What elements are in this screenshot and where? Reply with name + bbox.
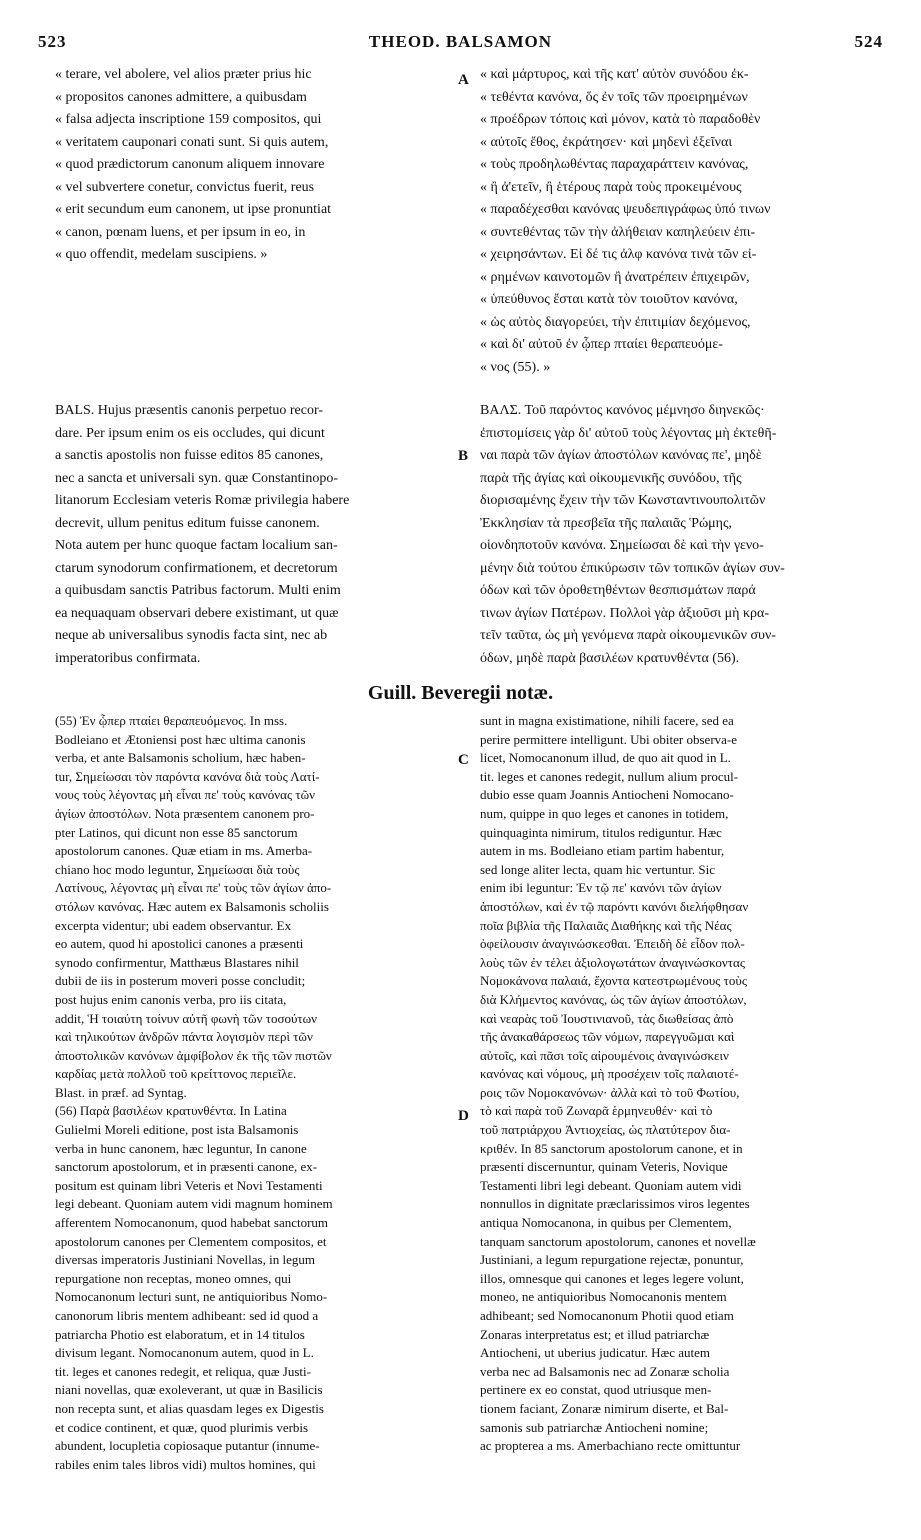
- canon-greek-line: « καὶ δι' αὐτοῦ ἐν ᾧπερ πταίει θεραπευόμε-: [480, 337, 723, 352]
- note-line: διὰ Κλήμεντος κανόνας, ὡς τῶν ἁγίων ἀποστόλων,: [480, 991, 747, 1007]
- note-line: apostolorum canones per Clementem compositos, et: [55, 1233, 327, 1249]
- canon-text-line: « quo offendit, medelam suscipiens. »: [55, 247, 268, 262]
- canon-text-line: « quod prædictorum canonum aliquem innovare: [55, 157, 325, 172]
- note-line: apostolorum canones. Quæ etiam in ms. Amerba-: [55, 843, 313, 859]
- note-line: Λατίνους, λέγοντας μὴ εἶναι πε' τοὺς τῶν ἁγίων ἀπο-: [55, 880, 332, 896]
- top-left-column: [55, 64, 453, 267]
- note-line: et codice continent, et quæ, quod plurimis verbis: [55, 1419, 309, 1435]
- bals-greek-line: παρὰ τῆς ἁγίας καὶ οἰκουμενικῆς συνόδου, τῆς: [480, 470, 742, 486]
- note-line: diversas imperatoris Justiniani Novellas, in legum: [55, 1252, 315, 1268]
- note-line: ροις τῶν Νομοκανόνων· ἀλλὰ καὶ τὸ τοῦ Φωτίου,: [480, 1084, 740, 1100]
- margin-letter-c: C: [458, 752, 469, 768]
- note-line: verba, et ante Balsamonis scholium, hæc haben-: [55, 750, 306, 766]
- note-line: licet, Nomocanonum illud, de quo ait quod in L.: [480, 750, 731, 766]
- note-line: excerpta videntur; ubi eadem observantur. Ex: [55, 917, 292, 933]
- bals-latin-line: ctarum synodorum confirmationem, et decretorum: [55, 560, 338, 576]
- note-line: perire permittere intelligunt. Ubi obiter observa-e: [480, 731, 738, 747]
- note-line: Blast. in præf. ad Syntag.: [55, 1084, 187, 1100]
- canon-greek-line: « παραδέχεσθαι κανόνας ψευδεπιγράφως ὑπό τινων: [480, 202, 771, 217]
- bals-latin-column: [55, 400, 453, 670]
- bals-latin-line: Nota autem per hunc quoque factam localium san-: [55, 538, 338, 553]
- note-line: Bodleiano et Ætoniensi post hæc ultima canonis: [55, 731, 306, 747]
- bals-greek-line: τεῖν ταῦτα, ὡς μὴ γενόμενα παρὰ οἰκουμενικῶν συν-: [480, 628, 776, 643]
- note-line: illos, omnesque qui canones et leges legere volunt,: [480, 1270, 744, 1286]
- note-line: κριθέν. In 85 sanctorum apostolorum canone, et in: [480, 1140, 743, 1156]
- note-line: Antiocheni, ut uberius judicatur. Hæc autem: [480, 1345, 710, 1361]
- canon-greek-line: « νος (55). »: [480, 359, 551, 375]
- bals-latin-line: imperatoribus confirmata.: [55, 650, 201, 666]
- canon-text-line: « veritatem cauponari conati sunt. Si quis autem,: [55, 134, 329, 150]
- note-line: sunt in magna existimatione, nihili facere, sed ea: [480, 713, 734, 728]
- note-line: nonnullos in dignitate præclarissimos viros legentes: [480, 1196, 750, 1212]
- note-line: niani novellas, quæ exoleverant, ut quæ in Basilicis: [55, 1382, 323, 1398]
- note-line: Justiniani, a legum repurgatione rejectæ, ponuntur,: [480, 1252, 744, 1268]
- canon-greek-line: « ἢ ἀ'ετεῖν, ἢ ἑτέρους παρὰ τοὺς προκειμένους: [480, 179, 742, 195]
- note-line: chiano hoc modo leguntur, Σημείωσαι διὰ τοὺς: [55, 861, 300, 877]
- bals-latin-line: decrevit, ullum penitus editum fuisse canonem.: [55, 515, 320, 531]
- canon-text-line: « propositos canones admittere, a quibusdam: [55, 89, 307, 105]
- bals-greek-line: ναι παρὰ τῶν ἁγίων ἀποστόλων κανόνας πε', μηδὲ: [480, 448, 762, 463]
- bals-greek-line: όδων, μηδὲ παρὰ βασιλέων κρατυνθέντα (56).: [480, 650, 740, 666]
- left-page-number: 523: [38, 32, 67, 51]
- canon-greek-line: « ὑπεύθυνος ἔσται κατὰ τὸν τοιοῦτον κανόνα,: [480, 292, 738, 307]
- note-line: κανόνας καὶ νόμους, μὴ προσέχειν τοῖς παλαιοτέ-: [480, 1066, 739, 1082]
- note-line: samonis sub patriarchæ Antiocheni nomine;: [480, 1419, 709, 1435]
- bals-latin-line: a sanctis apostolis non fuisse editos 85 canones,: [55, 448, 324, 463]
- note-line: ἁγίων ἀποστόλων. Nota præsentem canonem pro-: [55, 805, 315, 821]
- bals-latin-line: neque ab universalibus synodis facta sint, nec ab: [55, 628, 328, 643]
- note-line: addit, Ἡ τοιαύτη τοίνυν αὐτῆ φωνὴ τῶν τοσούτων: [55, 1010, 318, 1026]
- notes-left-column: [55, 712, 453, 1474]
- note-line: στόλων κανόνας. Hæc autem ex Balsamonis scholiis: [55, 898, 329, 914]
- note-line: dubio esse quam Joannis Antiocheni Nomocano-: [480, 787, 734, 803]
- note-line: divisum legant. Nomocanonum autem, quod in L.: [55, 1345, 314, 1361]
- note-line: ac propterea a ms. Amerbachiano recte omittuntur: [480, 1438, 741, 1454]
- note-line: repurgatione non receptas, moneo omnes, qui: [55, 1270, 292, 1286]
- note-line: eo autem, quod hi apostolici canones a præsenti: [55, 936, 304, 952]
- bals-latin-line: nec a sancta et universali syn. quæ Constantinopo-: [55, 470, 339, 486]
- notes-right-column: [480, 712, 885, 1456]
- note-line: moneo, ne antiquioribus Nomocanonis mentem: [480, 1289, 727, 1305]
- note-line: καὶ τηλικούτων ἀνδρῶν πάντα λογισμὸν περὶ τῶν: [55, 1029, 313, 1045]
- margin-letter-a: A: [458, 72, 469, 88]
- note-line: enim ibi leguntur: Ἐν τῷ πε' κανόνι τῶν ἁγίων: [480, 880, 722, 896]
- note-line: rabiles enim tales libros vidi) multos homines, qui: [55, 1456, 316, 1472]
- bals-greek-line: οἱονδηποτοῦν κανόνα. Σημείωσαι δὲ καὶ τὴν γενο-: [480, 538, 764, 553]
- margin-letter-b: B: [458, 448, 469, 464]
- note-line: tanquam sanctorum apostolorum, canones et novellæ: [480, 1233, 756, 1249]
- note-line: ποῖα βιβλία τῆς Παλαιᾶς Διαθήκης καὶ τῆς Νέας: [480, 917, 732, 933]
- note-line: Nomocanonum lecturi sunt, ne antiquioribus Nomo-: [55, 1289, 328, 1305]
- note-line: καρδίας μετὰ πολλοῦ τοῦ κρείττονος περιεῖλε.: [55, 1066, 297, 1082]
- note-line: canonorum libris mentem adhibeant: sed id quod a: [55, 1308, 319, 1323]
- note-line: tur, Σημείωσαι τὸν παρόντα κανόνα διὰ τοὺς Λατί-: [55, 768, 320, 784]
- note-line: post hujus enim canonis verba, pro iis citata,: [55, 991, 287, 1007]
- note-line: Testamenti libri legi debeant. Quoniam autem vidi: [480, 1177, 742, 1193]
- canon-greek-line: « τοὺς προδηλωθέντας παραχαράττειν κανόνας,: [480, 157, 749, 172]
- canon-greek-line: « ὡς αὐτὸς διαγορεύει, τὴν ἐπιτιμίαν δεχόμενος,: [480, 314, 751, 330]
- bals-greek-line: Ἐκκλησίαν τὰ πρεσβεῖα τῆς παλαιᾶς Ῥώμης,: [480, 515, 733, 531]
- bals-latin-line: BALS. Hujus præsentis canonis perpetuo recor-: [55, 403, 324, 418]
- note-line: sanctorum apostolorum, et in præsenti canone, ex-: [55, 1159, 318, 1175]
- canon-text-line: « erit secundum eum canonem, ut ipse pronuntiat: [55, 202, 332, 217]
- bals-latin-line: ea nequaquam observari debere existimant, ut quæ: [55, 605, 339, 621]
- bals-greek-line: ἐπιστομίσεις γὰρ δι' αὐτοῦ τοὺς λέγοντας μὴ ἐκτεθῆ-: [480, 425, 777, 441]
- canon-greek-line: « τεθέντα κανόνα, ὅς ἐν τοῖς τῶν προειρημένων: [480, 89, 748, 105]
- bals-latin-line: dare. Per ipsum enim os eis occludes, qui dicunt: [55, 425, 325, 441]
- canon-greek-line: « συντεθέντας τῶν τὴν ἀλήθειαν καπηλεύειν ἐπι-: [480, 224, 756, 240]
- note-line: Gulielmi Moreli editione, post ista Balsamonis: [55, 1122, 299, 1138]
- note-line: non recepta sunt, et alias quasdam leges ex Digestis: [55, 1400, 324, 1416]
- note-line: synodo confirmentur, Matthæus Blastares nihil: [55, 954, 299, 970]
- note-line: ὀφείλουσιν ἀναγινώσκεσθαι. Ἐπειδὴ δὲ εἶδον πολ-: [480, 936, 745, 952]
- canon-text-line: « canon, pœnam luens, et per ipsum in eo, in: [55, 224, 306, 240]
- bals-greek-line: διορισαμένης ἔχειν τὴν τῶν Κωνσταντινουπολιτῶν: [480, 493, 766, 508]
- note-line: legi debeant. Quoniam autem vidi magnum hominem: [55, 1196, 333, 1212]
- note-line: αὐτοῖς, καὶ πᾶσι τοῖς αἱρουμένοις ἀναγινώσκειν: [480, 1047, 729, 1063]
- canon-greek-line: « αὐτοῖς ἔθος, ἐκράτησεν· καὶ μηδενὶ ἐξεῖναι: [480, 134, 733, 150]
- bals-latin-line: a quibusdam sanctis Patribus factorum. Multi enim: [55, 583, 341, 598]
- notes-title: Guill. Beveregii notæ.: [367, 682, 554, 704]
- bals-greek-line: τινων ἁγίων Πατέρων. Πολλοὶ γὰρ ἀξιοῦσι μὴ κρα-: [480, 605, 769, 621]
- note-line: τὸ καὶ παρὰ τοῦ Ζωναρᾶ ἑρμηνευθέν· καὶ τὸ: [480, 1103, 713, 1119]
- canon-text-line: « falsa adjecta inscriptione 159 compositos, qui: [55, 112, 322, 127]
- note-line: tionem faciant, Zonaræ nimirum diserte, et Bal-: [480, 1400, 729, 1416]
- right-page-number: 524: [854, 32, 883, 51]
- bals-greek-line: όδων καὶ τῶν ὁροθετηθέντων θεσπισμάτων παρά: [480, 583, 756, 598]
- note-line: (56) Παρὰ βασιλέων κρατυνθέντα. In Latina: [55, 1103, 287, 1119]
- note-line: tit. leges et canones redegit, nullum alium procul-: [480, 768, 739, 784]
- note-line: adhibeant; sed Nomocanonum Photii quod etiam: [480, 1308, 734, 1323]
- note-line: abundent, locupletia copiosaque putantur (innume-: [55, 1438, 320, 1454]
- note-line: Zonaras interpretatus est; et illud patriarchæ: [480, 1326, 710, 1342]
- canon-text-line: « terare, vel abolere, vel alios præter prius hic: [55, 67, 312, 82]
- canon-greek-line: « χειρησάντων. Εἰ δέ τις ἀλφ κανόνα τινὰ τῶν εἰ-: [480, 247, 757, 262]
- bals-greek-line: μένην διὰ τούτου ἐπικύρωσιν τῶν τοπικῶν ἁγίων συν-: [480, 560, 785, 576]
- note-line: positum est quinam libri Veteris et Novi Testamenti: [55, 1177, 323, 1193]
- note-line: (55) Ἐν ᾧπερ πταίει θεραπευόμενος. In mss.: [55, 713, 288, 728]
- note-line: antiqua Nomocanona, in quibus per Clementem,: [480, 1215, 732, 1231]
- note-line: dubii de iis in posterum moveri posse concludit;: [55, 973, 306, 989]
- note-line: καὶ νεαρὰς τοῦ Ἰουστινιανοῦ, τὰς διωθείσας ἀπὸ: [480, 1010, 734, 1026]
- note-line: Νομοκάνονα παλαιά, ἔχοντα κατεστρωμένους τοὺς: [480, 973, 747, 989]
- note-line: verba in hunc canonem, hæc leguntur, In canone: [55, 1140, 307, 1156]
- note-line: pertinere ex eo constat, quod utriusque men-: [480, 1382, 712, 1398]
- note-line: tit. leges et canones redegit, et reliqua, quæ Justi-: [55, 1363, 311, 1379]
- note-line: ἀποστολικῶν κανόνων ἀμφίβολον ἐκ τῆς τῶν πιστῶν: [55, 1047, 332, 1063]
- bals-latin-line: litanorum Ecclesiam veteris Romæ privilegia habere: [55, 493, 350, 508]
- canon-greek-line: « προέδρων τόποις καὶ μόνον, κατὰ τὸ παραδοθὲν: [480, 112, 761, 127]
- note-line: sed longe aliter lecta, quam hic vertuntur. Sic: [480, 861, 716, 877]
- note-line: præsenti discernuntur, quinam Veteris, Novique: [480, 1159, 728, 1175]
- canon-greek-line: « καὶ μάρτυρος, καὶ τῆς κατ' αὐτὸν συνόδου ἐκ-: [480, 67, 749, 82]
- note-line: λοὺς τῶν ἐν τέλει ἀξιολογωτάτων ἀναγινώσκοντας: [480, 954, 745, 970]
- bals-greek-line: ΒΑΛΣ. Τοῦ παρόντος κανόνος μέμνησο διηνεκῶς·: [480, 403, 765, 418]
- margin-letter-d: D: [458, 1108, 469, 1124]
- canon-greek-line: « ρημένων καινοτομῶν ἢ ἀνατρέπειν ἐπιχειρῶν,: [480, 269, 750, 285]
- note-line: verba nec ad Balsamonis nec ad Zonaræ scholia: [480, 1363, 730, 1379]
- canon-text-line: « vel subvertere conetur, convictus fuerit, reus: [55, 179, 315, 195]
- note-line: νους τοὺς λέγοντας μὴ εἶναι πε' τοὺς κανόνας τῶν: [55, 787, 316, 803]
- note-line: ἀποστόλων, καὶ ἐν τῷ παρόντι κανόνι διελήφθησαν: [480, 898, 749, 914]
- note-line: afferentem Nomocanonum, quod habebat sanctorum: [55, 1215, 329, 1231]
- note-line: autem in ms. Bodleiano etiam partim habentur,: [480, 843, 725, 859]
- note-line: τοῦ πατριάρχου Ἀντιοχείας, ὡς πλατύτερον δια-: [480, 1122, 731, 1138]
- top-right-column: [480, 64, 885, 379]
- note-line: patriarcha Photio est elaboratum, et in 14 titulos: [55, 1326, 305, 1342]
- note-line: pter Latinos, qui dicunt non esse 85 sanctorum: [55, 824, 298, 840]
- note-line: quinquaginta nimirum, titulos rediguntur. Hæc: [480, 824, 722, 840]
- bals-greek-column: [480, 400, 885, 670]
- note-line: num, quippe in quo leges et canones in totidem,: [480, 805, 729, 821]
- note-line: τῆς ἀνακαθάρσεως τῶν νόμων, παρεγγυῶμαι καὶ: [480, 1029, 735, 1045]
- running-title: THEOD. BALSAMON: [368, 32, 553, 51]
